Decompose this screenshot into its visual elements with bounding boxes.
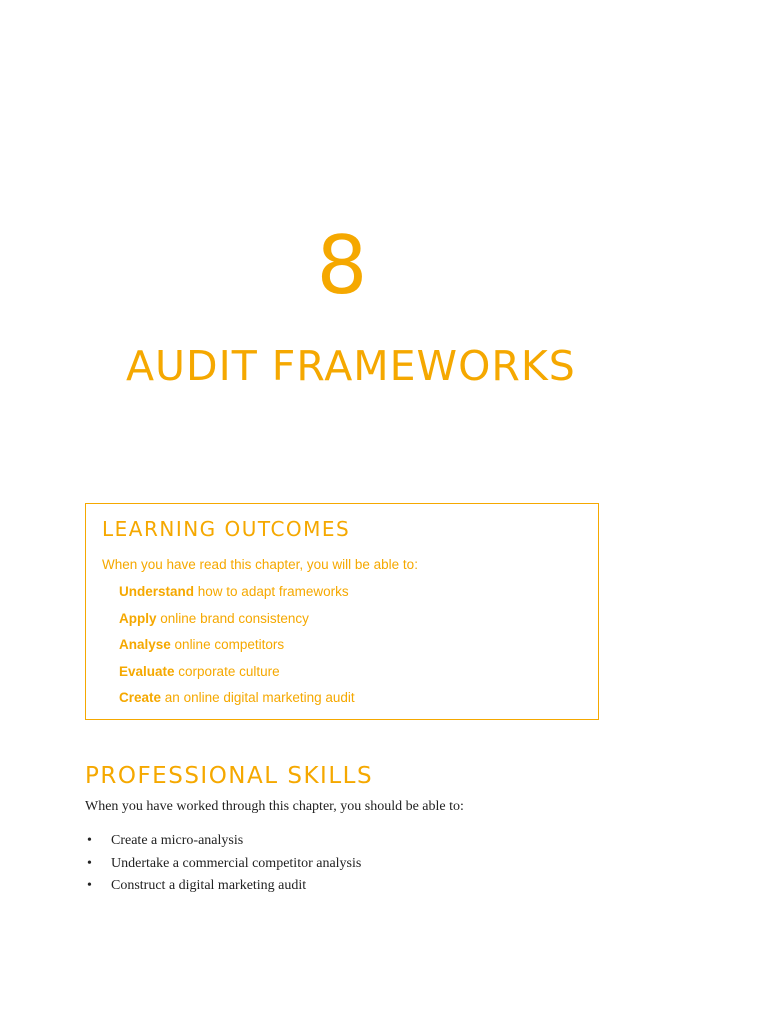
learning-outcome-item xyxy=(119,663,355,690)
outcome-text: how to adapt frameworks xyxy=(197,584,349,599)
outcome-verb: Create xyxy=(119,690,162,705)
outcome-verb: Analyse xyxy=(119,637,171,652)
outcome-text: online brand consistency xyxy=(160,610,309,626)
outcome-verb: Understand xyxy=(119,584,195,599)
chapter-number: 8 xyxy=(316,219,368,312)
skill-text: Undertake a commercial competitor analysis xyxy=(111,855,362,871)
learning-outcomes-heading: LEARNING OUTCOMES xyxy=(102,517,351,541)
learning-outcomes-box xyxy=(85,503,599,720)
outcome-text: online competitors xyxy=(174,637,285,652)
learning-outcome-item xyxy=(119,610,355,637)
outcome-text: corporate culture xyxy=(178,663,280,679)
bullet-icon: • xyxy=(87,878,92,893)
outcome-verb: Apply xyxy=(119,610,157,626)
learning-outcomes-intro: When you have read this chapter, you will be able to: xyxy=(102,557,418,572)
chapter-title: AUDIT FRAMEWORKS xyxy=(126,342,576,390)
outcome-text: an online digital marketing audit xyxy=(164,690,355,705)
learning-outcomes-list xyxy=(119,583,355,716)
bullet-icon: • xyxy=(87,833,92,848)
professional-skills-heading: PROFESSIONAL SKILLS xyxy=(85,763,374,789)
bullet-icon: • xyxy=(87,855,92,871)
skill-text: Construct a digital marketing audit xyxy=(111,878,307,893)
learning-outcome-item xyxy=(119,636,355,663)
outcome-verb: Evaluate xyxy=(119,663,175,679)
learning-outcome-item xyxy=(119,583,355,610)
professional-skills-intro: When you have worked through this chapter, you should be able to: xyxy=(85,799,464,814)
learning-outcome-item xyxy=(119,689,355,716)
skill-text: Create a micro-analysis xyxy=(111,833,244,848)
